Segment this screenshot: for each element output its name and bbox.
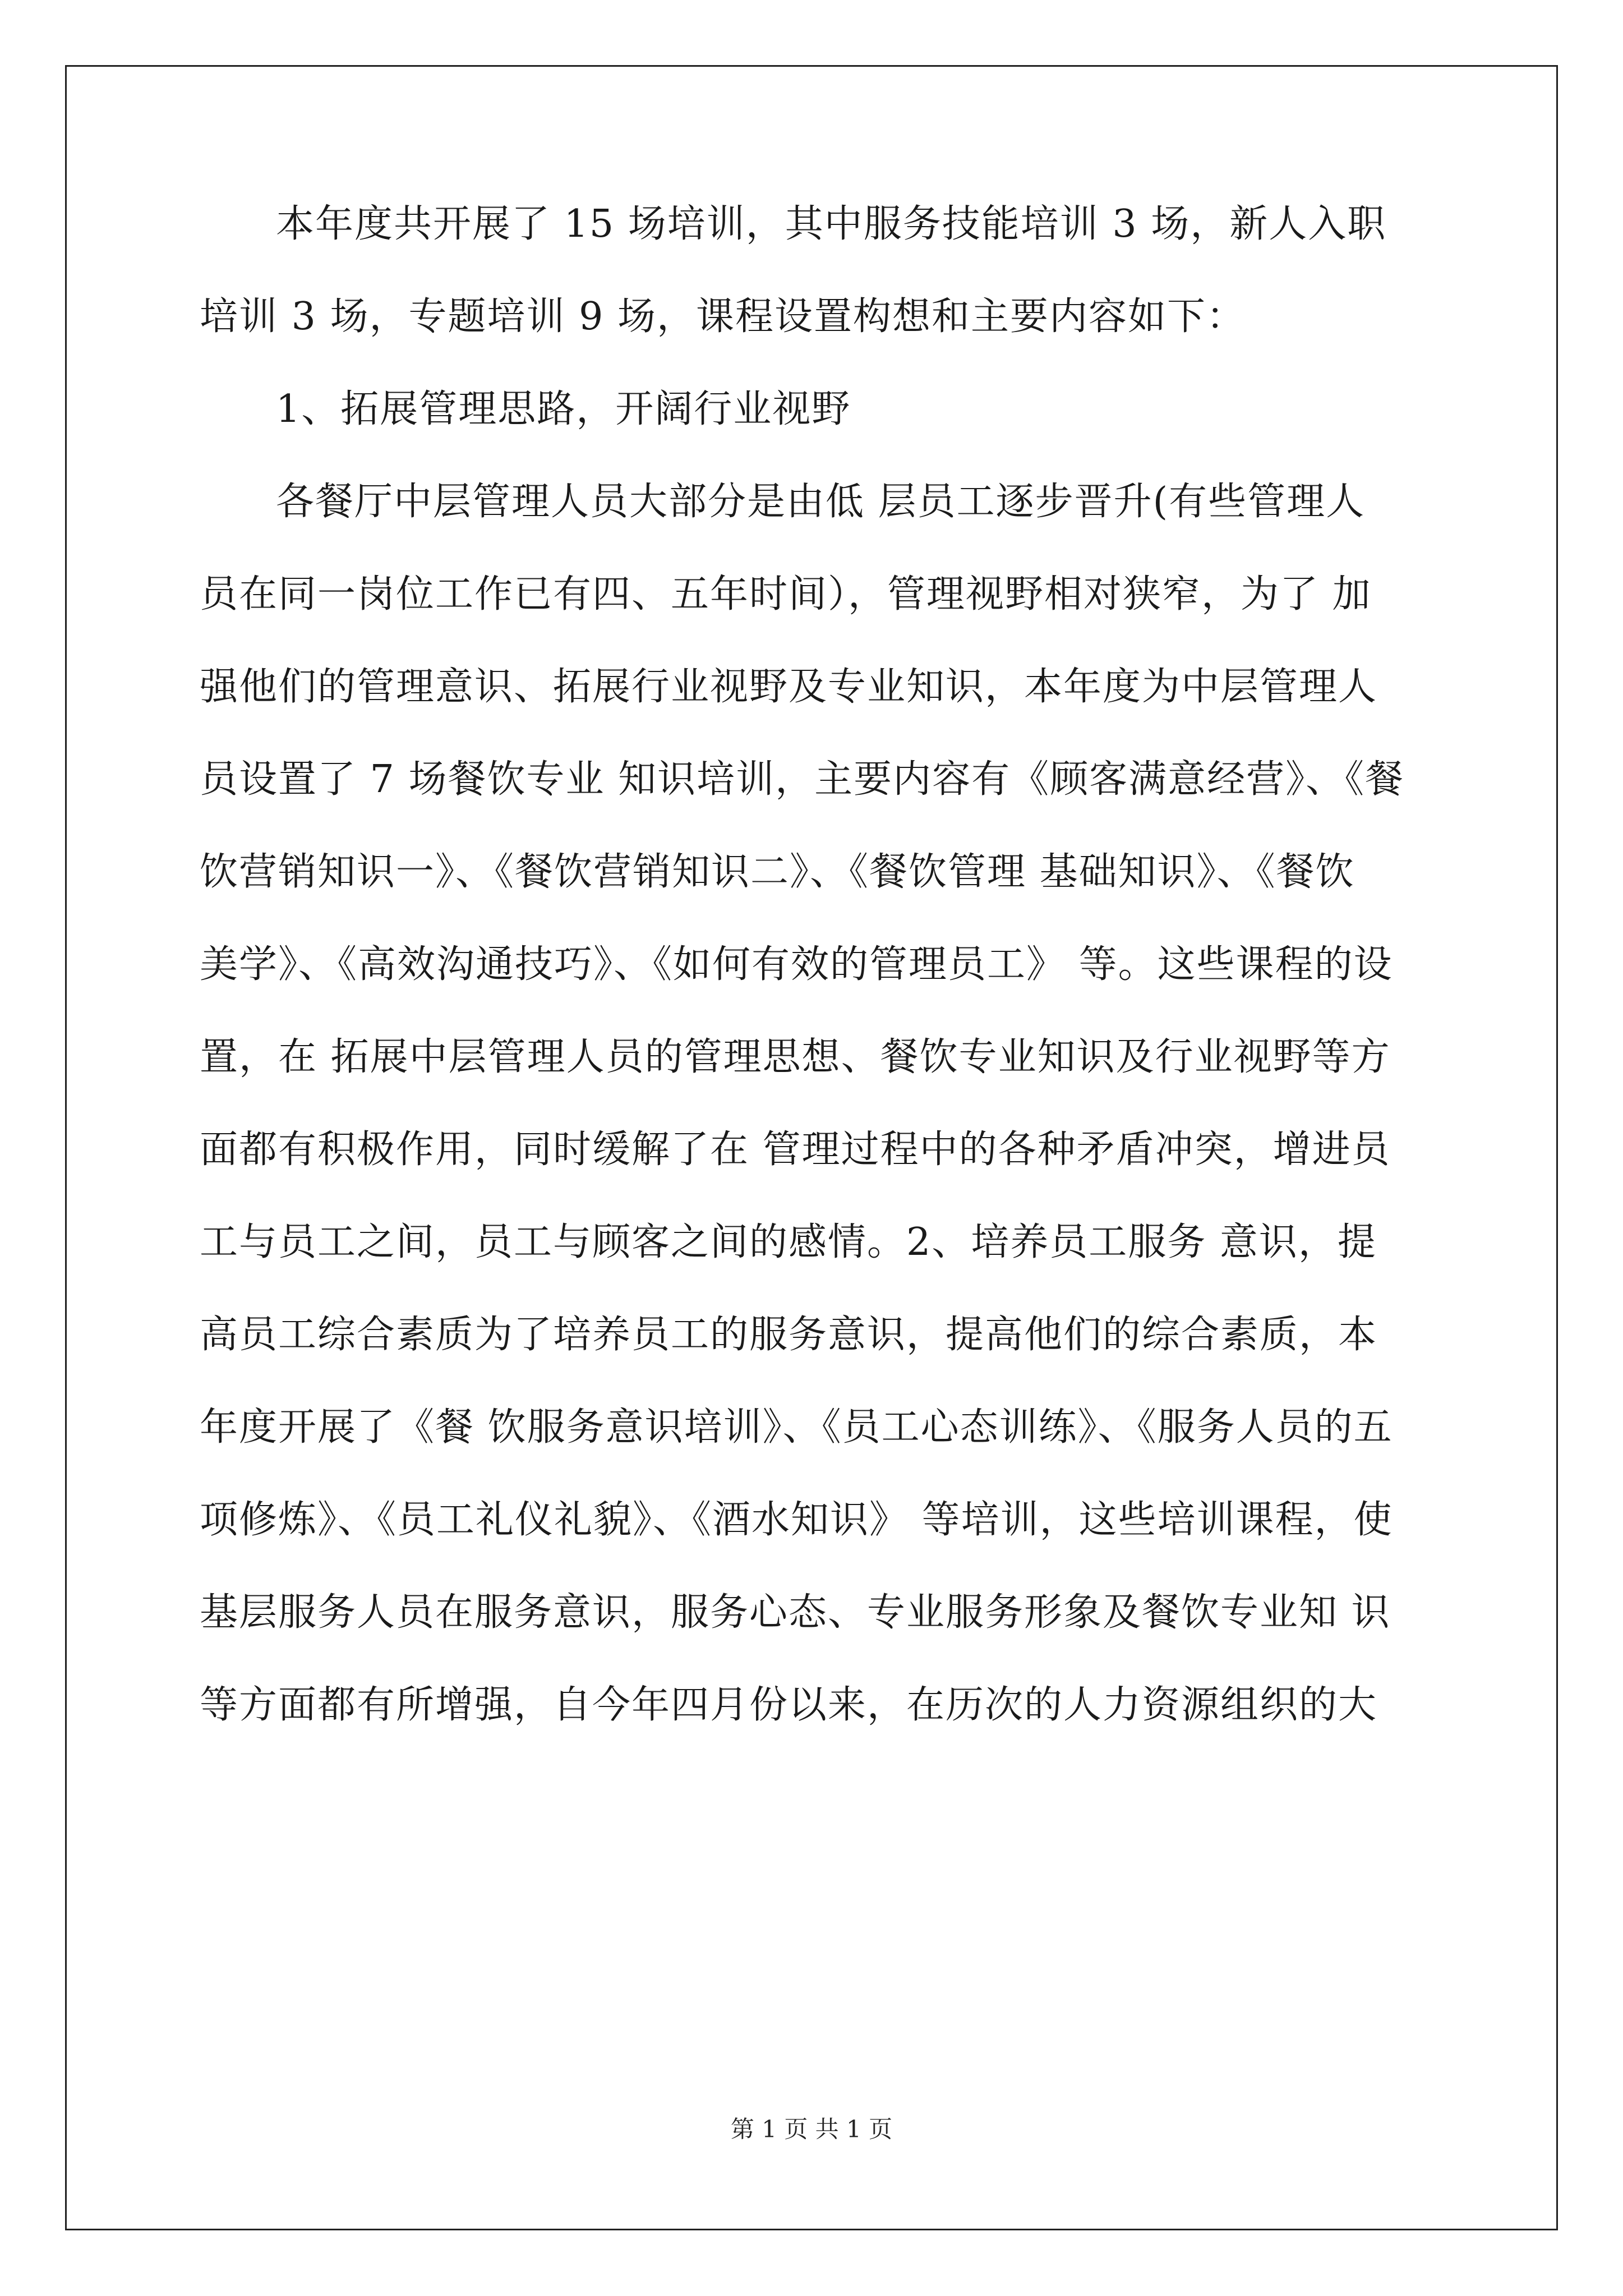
section-heading: 1、拓展管理思路，开阔行业视野 xyxy=(276,387,851,431)
paragraph-line: 等方面都有所增强，自今年四月份以来，在历次的人力资源组织的大 xyxy=(200,1683,1378,1727)
paragraph-line: 饮营销知识一》、《餐饮营销知识二》、《餐饮管理 基础知识》、《餐饮 xyxy=(200,850,1355,894)
paragraph-line: 员设置了 7 场餐饮专业 知识培训，主要内容有《顾客满意经营》、《餐 xyxy=(200,757,1405,802)
paragraph-line: 工与员工之间，员工与顾客之间的感情。2、培养员工服务 意识，提 xyxy=(200,1220,1377,1264)
paragraph-line: 培训 3 场，专题培训 9 场，课程设置构想和主要内容如下： xyxy=(200,295,1246,339)
paragraph-line: 高员工综合素质为了培养员工的服务意识，提高他们的综合素质，本 xyxy=(200,1313,1378,1357)
paragraph-line: 本年度共开展了 15 场培训，其中服务技能培训 3 场，新人入职 xyxy=(276,202,1387,246)
paragraph-line: 项修炼》、《员工礼仪礼貌》、《酒水知识》 等培训，这些培训课程，使 xyxy=(200,1498,1393,1542)
paragraph-line: 置，在 拓展中层管理人员的管理思想、餐饮专业知识及行业视野等方 xyxy=(200,1035,1391,1079)
paragraph-line: 美学》、《高效沟通技巧》、《如何有效的管理员工》 等。这些课程的设 xyxy=(200,942,1393,987)
page-number-footer: 第 1 页 共 1 页 xyxy=(730,2115,893,2143)
paragraph-line: 年度开展了《餐 饮服务意识培训》、《员工心态训练》、《服务人员的五 xyxy=(200,1405,1393,1450)
paragraph-line: 员在同一岗位工作已有四、五年时间），管理视野相对狭窄，为了 加 xyxy=(200,572,1372,616)
paragraph-line: 面都有积极作用，同时缓解了在 管理过程中的各种矛盾冲突，增进员 xyxy=(200,1128,1391,1172)
paragraph-line: 各餐厅中层管理人员大部分是由低 层员工逐步晋升(有些管理人 xyxy=(276,480,1366,524)
paragraph-line: 基层服务人员在服务意识，服务心态、专业服务形象及餐饮专业知 识 xyxy=(200,1590,1391,1635)
paragraph-line: 强他们的管理意识、拓展行业视野及专业知识，本年度为中层管理人 xyxy=(200,665,1378,709)
